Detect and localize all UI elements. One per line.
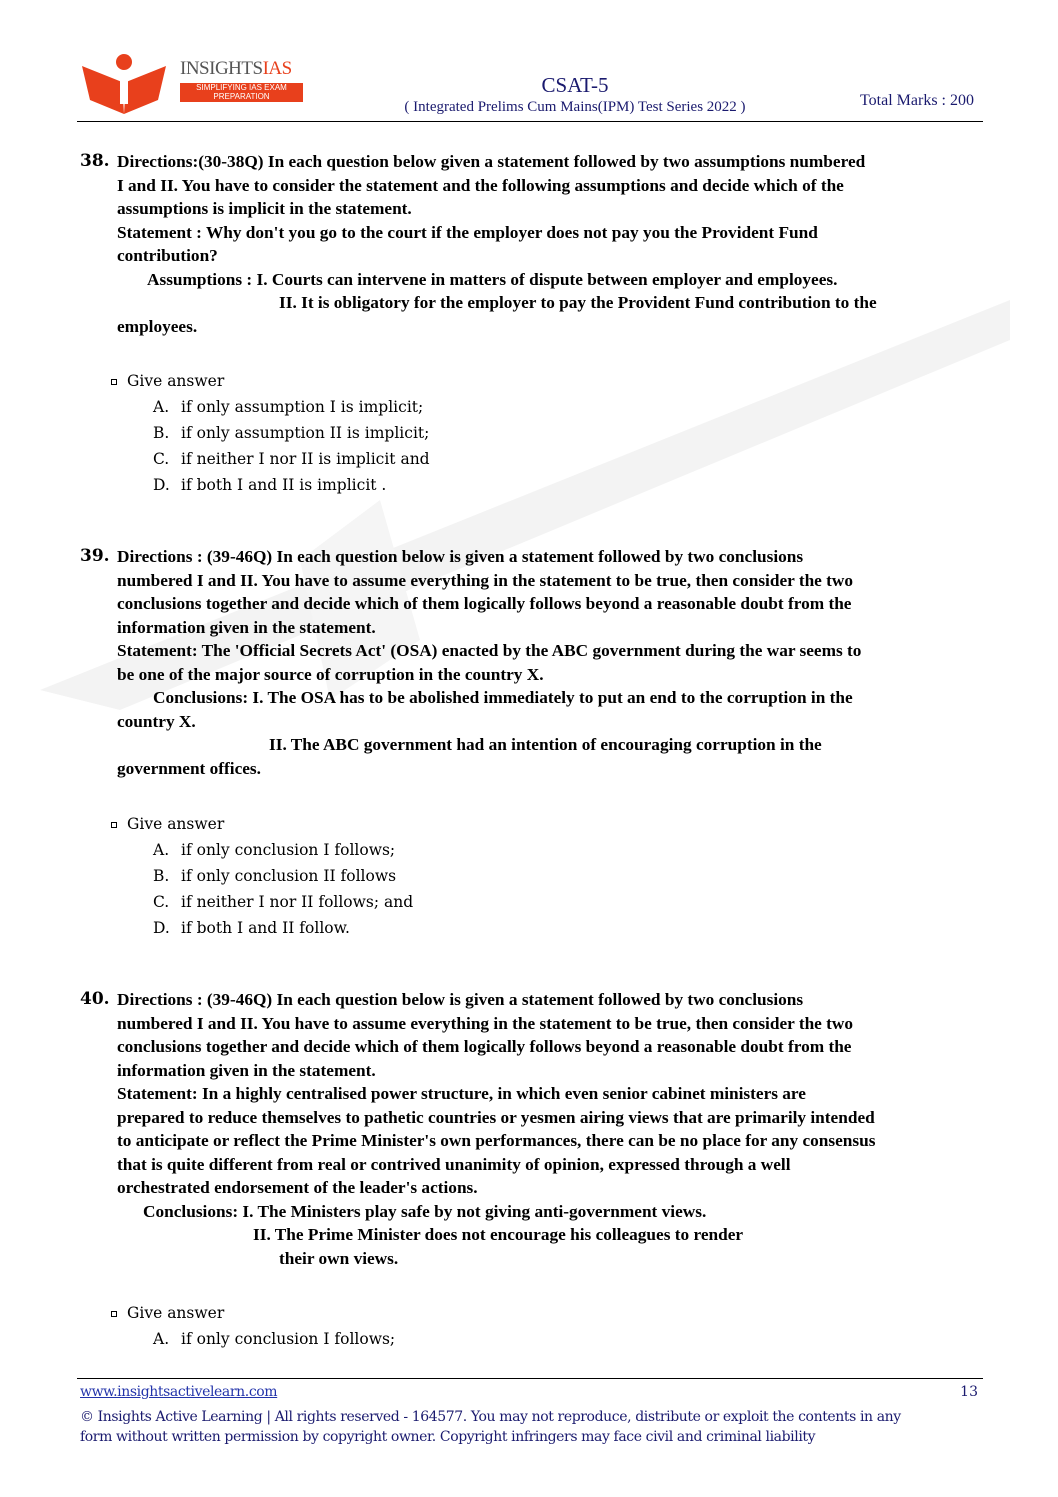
option-letter: C. <box>153 893 170 911</box>
option-letter: A. <box>153 1330 170 1348</box>
answer-option <box>111 863 413 889</box>
brand-name: INSIGHTSIAS <box>180 58 292 79</box>
total-marks: Total Marks : 200 <box>860 92 974 109</box>
question-text-line: numbered I and II. You have to assume everything in the statement to be true, then consider the two <box>117 570 854 590</box>
footer-divider <box>77 1378 983 1379</box>
page-subtitle: ( Integrated Prelims Cum Mains(IPM) Test Series 2022 ) <box>404 99 746 115</box>
question-text-line: II. The Prime Minister does not encourage his colleagues to render <box>253 1225 744 1244</box>
option-text: if only conclusion I follows; <box>181 1330 396 1348</box>
square-bullet-icon <box>111 1311 117 1317</box>
question-text-line: Statement: In a highly centralised power structure, in which even senior cabinet ministers are <box>117 1084 806 1103</box>
question-number: 38. <box>80 151 110 171</box>
option-text: if neither I nor II is implicit and <box>181 450 430 468</box>
question-text-line: country X. <box>117 711 196 731</box>
answer-option <box>111 915 413 941</box>
give-answer-text: Give answer <box>127 372 225 390</box>
square-bullet-icon <box>111 822 117 828</box>
question-text-line: assumptions is implicit in the statement. <box>117 199 412 218</box>
option-text: if only conclusion II follows <box>181 867 397 885</box>
question-text-line: I and II. You have to consider the statement and the following assumptions and decide which of the <box>117 175 844 195</box>
question-text-line: contribution? <box>117 246 218 265</box>
answer-option <box>111 837 413 863</box>
question-text-line: II. The ABC government had an intention of encouraging corruption in the <box>269 735 822 754</box>
question-text-line: to anticipate or reflect the Prime Minister's own performances, there can be no place for any consensus <box>117 1131 876 1150</box>
give-answer-label <box>111 811 413 837</box>
question-text-line: Conclusions: I. The Ministers play safe by not giving anti-government views. <box>143 1201 707 1221</box>
question-text-line: numbered I and II. You have to assume everything in the statement to be true, then consider the two <box>117 1013 854 1033</box>
answer-option <box>111 420 430 446</box>
option-letter: C. <box>153 450 170 468</box>
option-text: if neither I nor II follows; and <box>181 893 414 911</box>
answer-option <box>111 889 413 915</box>
option-letter: D. <box>153 476 170 494</box>
question-text-line: that is quite different from real or contrived unanimity of opinion, expressed through a well <box>117 1154 791 1174</box>
question-text-line: Statement: The 'Official Secrets Act' (OSA) enacted by the ABC government during the war seems to <box>117 641 862 660</box>
footer-link[interactable]: www.insightsactivelearn.com <box>80 1384 278 1400</box>
page-number: 13 <box>960 1384 978 1400</box>
question-text-line: Conclusions: I. The OSA has to be abolished immediately to put an end to the corruption in the <box>153 688 853 707</box>
copyright-line-2: form without written permission by copyright owner. Copyright infringers may face civil and criminal liability <box>80 1429 816 1445</box>
question-text-line: information given in the statement. <box>117 1060 376 1080</box>
give-answer-text: Give answer <box>127 815 225 833</box>
question-text-line: conclusions together and decide which of them logically follows beyond a reasonable doubt from the <box>117 594 852 613</box>
give-answer-text: Give answer <box>127 1304 225 1322</box>
option-text: if both I and II is implicit . <box>181 476 387 494</box>
option-text: if only conclusion I follows; <box>181 841 396 859</box>
question-text-line: their own views. <box>279 1248 399 1268</box>
question-text-line: conclusions together and decide which of them logically follows beyond a reasonable doubt from the <box>117 1037 852 1056</box>
square-bullet-icon <box>111 379 117 385</box>
question-39 <box>80 545 1000 780</box>
option-text: if only assumption II is implicit; <box>181 424 430 442</box>
give-answer-label <box>111 1300 395 1326</box>
question-number: 40. <box>80 989 110 1009</box>
question-text-line: employees. <box>117 316 198 336</box>
brand-tagline: SIMPLIFYING IAS EXAM PREPARATION <box>180 83 303 102</box>
question-text-line: government offices. <box>117 758 261 778</box>
copyright-line-1: © Insights Active Learning | All rights reserved - 164577. You may not reproduce, distribute or exploit the contents in any <box>80 1409 901 1425</box>
question-number: 39. <box>80 546 110 566</box>
answer-options <box>111 368 430 498</box>
question-38 <box>80 150 1000 338</box>
option-text: if only assumption I is implicit; <box>181 398 424 416</box>
question-40 <box>80 988 1000 1270</box>
page-title: CSAT-5 <box>541 73 609 97</box>
answer-option <box>111 394 430 420</box>
question-text-line: Directions:(30-38Q) In each question below given a statement followed by two assumptions numbered <box>117 152 866 171</box>
option-letter: B. <box>153 867 170 885</box>
question-text-line: Directions : (39-46Q) In each question below is given a statement followed by two conclusions <box>117 547 804 566</box>
question-text-line: Statement : Why don't you go to the court if the employer does not pay you the Provident Fund <box>117 222 818 242</box>
header-divider <box>77 121 983 122</box>
answer-option <box>111 472 430 498</box>
option-text: if both I and II follow. <box>181 919 350 937</box>
answer-options <box>111 811 413 941</box>
question-text-line: prepared to reduce themselves to pathetic countries or yesmen airing views that are primarily intended <box>117 1107 875 1127</box>
answer-options <box>111 1300 395 1352</box>
option-letter: D. <box>153 919 170 937</box>
book-person-logo-icon <box>80 52 176 118</box>
option-letter: A. <box>153 398 170 416</box>
option-letter: A. <box>153 841 170 859</box>
question-text-line: be one of the major source of corruption in the country X. <box>117 664 544 684</box>
option-letter: B. <box>153 424 170 442</box>
question-text-line: information given in the statement. <box>117 617 376 637</box>
question-text-line: II. It is obligatory for the employer to pay the Provident Fund contribution to the <box>279 293 877 312</box>
answer-option <box>111 446 430 472</box>
question-text-line: Assumptions : I. Courts can intervene in matters of dispute between employer and employees. <box>147 269 838 289</box>
give-answer-label <box>111 368 430 394</box>
answer-option <box>111 1326 395 1352</box>
question-text-line: Directions : (39-46Q) In each question below is given a statement followed by two conclusions <box>117 990 804 1009</box>
question-text-line: orchestrated endorsement of the leader's actions. <box>117 1178 478 1197</box>
